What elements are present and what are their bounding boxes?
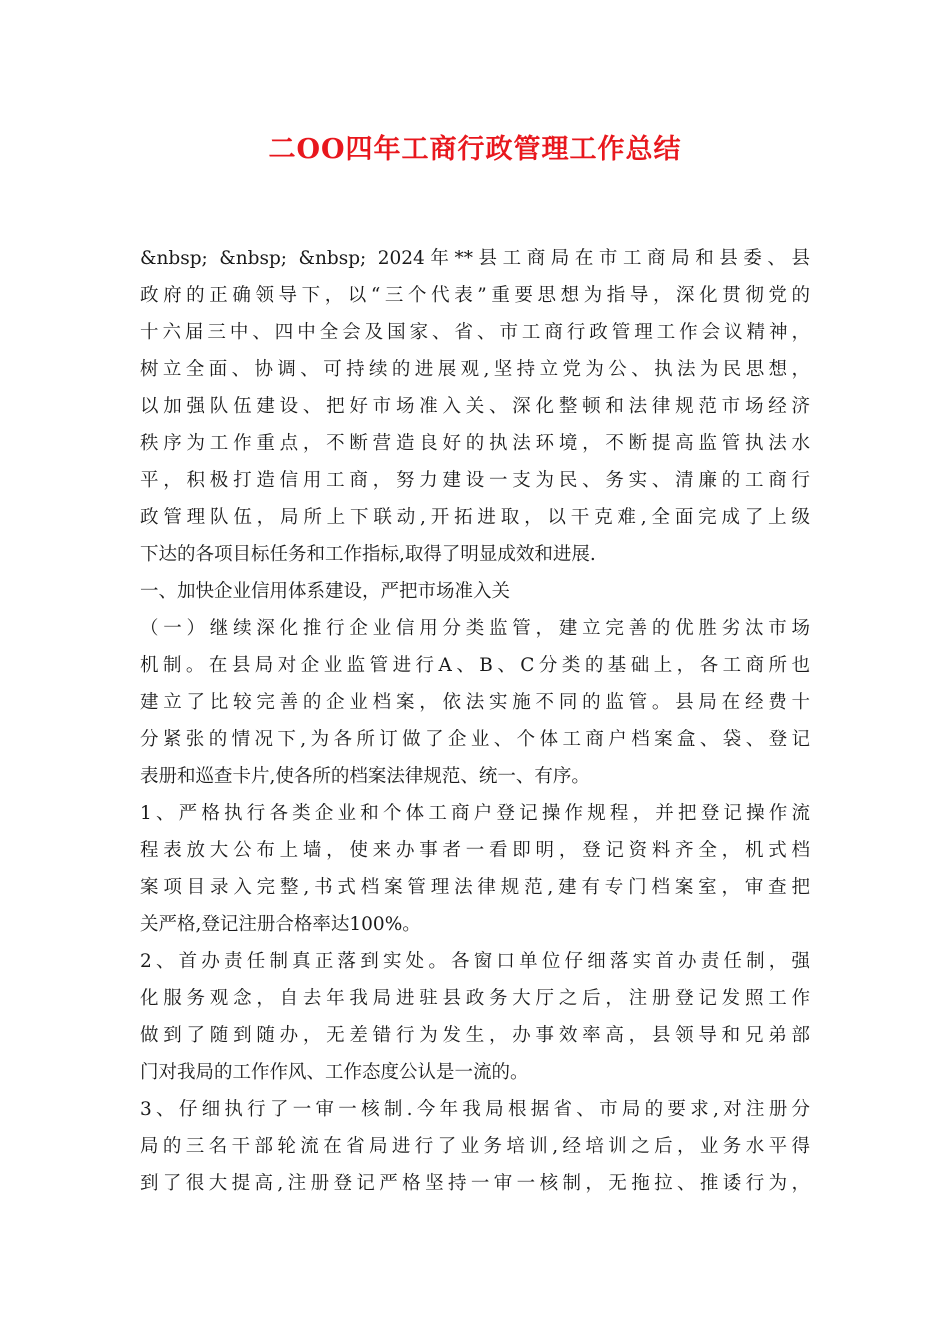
body-text-line: 树立全面、协调、可持续的进展观,坚持立党为公、执法为民思想， [140,359,810,380]
body-text-line: &nbsp; &nbsp; &nbsp; 2024年**县工商局在市工商局和县委、县 [140,248,810,269]
body-text-line: 做到了随到随办，无差错行为发生，办事效率高，县领导和兄弟部 [140,1025,810,1046]
body-text-line: 以加强队伍建设、把好市场准入关、深化整顿和法律规范市场经济 [140,396,810,417]
body-text-line: （一）继续深化推行企业信用分类监管，建立完善的优胜劣汰市场 [140,618,810,639]
body-text-line: 分紧张的情况下,为各所订做了企业、个体工商户档案盒、袋、登记 [140,729,810,750]
body-text-line: 十六届三中、四中全会及国家、省、市工商行政管理工作会议精神， [140,322,810,343]
body-text-line: 案项目录入完整,书式档案管理法律规范,建有专门档案室，审查把 [140,877,810,898]
body-text-line: 机制。在县局对企业监管进行A、B、C分类的基础上，各工商所也 [140,655,810,676]
document-body [140,240,810,1202]
body-text-line: 门对我局的工作作风、工作态度公认是一流的。 [140,1062,529,1083]
body-text-line: 2、首办责任制真正落到实处。各窗口单位仔细落实首办责任制，强 [140,951,810,972]
body-text-line: 秩序为工作重点，不断营造良好的执法环境，不断提高监管执法水 [140,433,810,454]
body-text-line: 表册和巡查卡片,使各所的档案法律规范、统一、有序。 [140,766,590,787]
body-text-line: 平，积极打造信用工商，努力建设一支为民、务实、清廉的工商行 [140,470,810,491]
body-text-line: 1、严格执行各类企业和个体工商户登记操作规程，并把登记操作流 [140,803,810,824]
body-text-line: 到了很大提高,注册登记严格坚持一审一核制，无拖拉、推诿行为， [140,1173,810,1194]
body-text-line: 一、加快企业信用体系建设，严把市场准入关 [140,581,511,602]
body-text-line: 政府的正确领导下，以“三个代表”重要思想为指导，深化贯彻党的 [140,285,810,306]
document-title: 二OO四年工商行政管理工作总结 [268,134,682,165]
body-text-line: 下达的各项目标任务和工作指标,取得了明显成效和进展. [140,544,596,565]
body-text-line: 局的三名干部轮流在省局进行了业务培训,经培训之后，业务水平得 [140,1136,810,1157]
body-text-line: 关严格,登记注册合格率达100%。 [140,914,421,935]
body-text-line: 建立了比较完善的企业档案，依法实施不同的监管。县局在经费十 [140,692,810,713]
body-text-line: 政管理队伍，局所上下联动,开拓进取，以干克难,全面完成了上级 [140,507,810,528]
body-text-line: 程表放大公布上墙，使来办事者一看即明，登记资料齐全，机式档 [140,840,810,861]
body-text-line: 化服务观念，自去年我局进驻县政务大厅之后，注册登记发照工作 [140,988,810,1009]
body-text-line: 3、仔细执行了一审一核制.今年我局根据省、市局的要求,对注册分 [140,1099,810,1120]
